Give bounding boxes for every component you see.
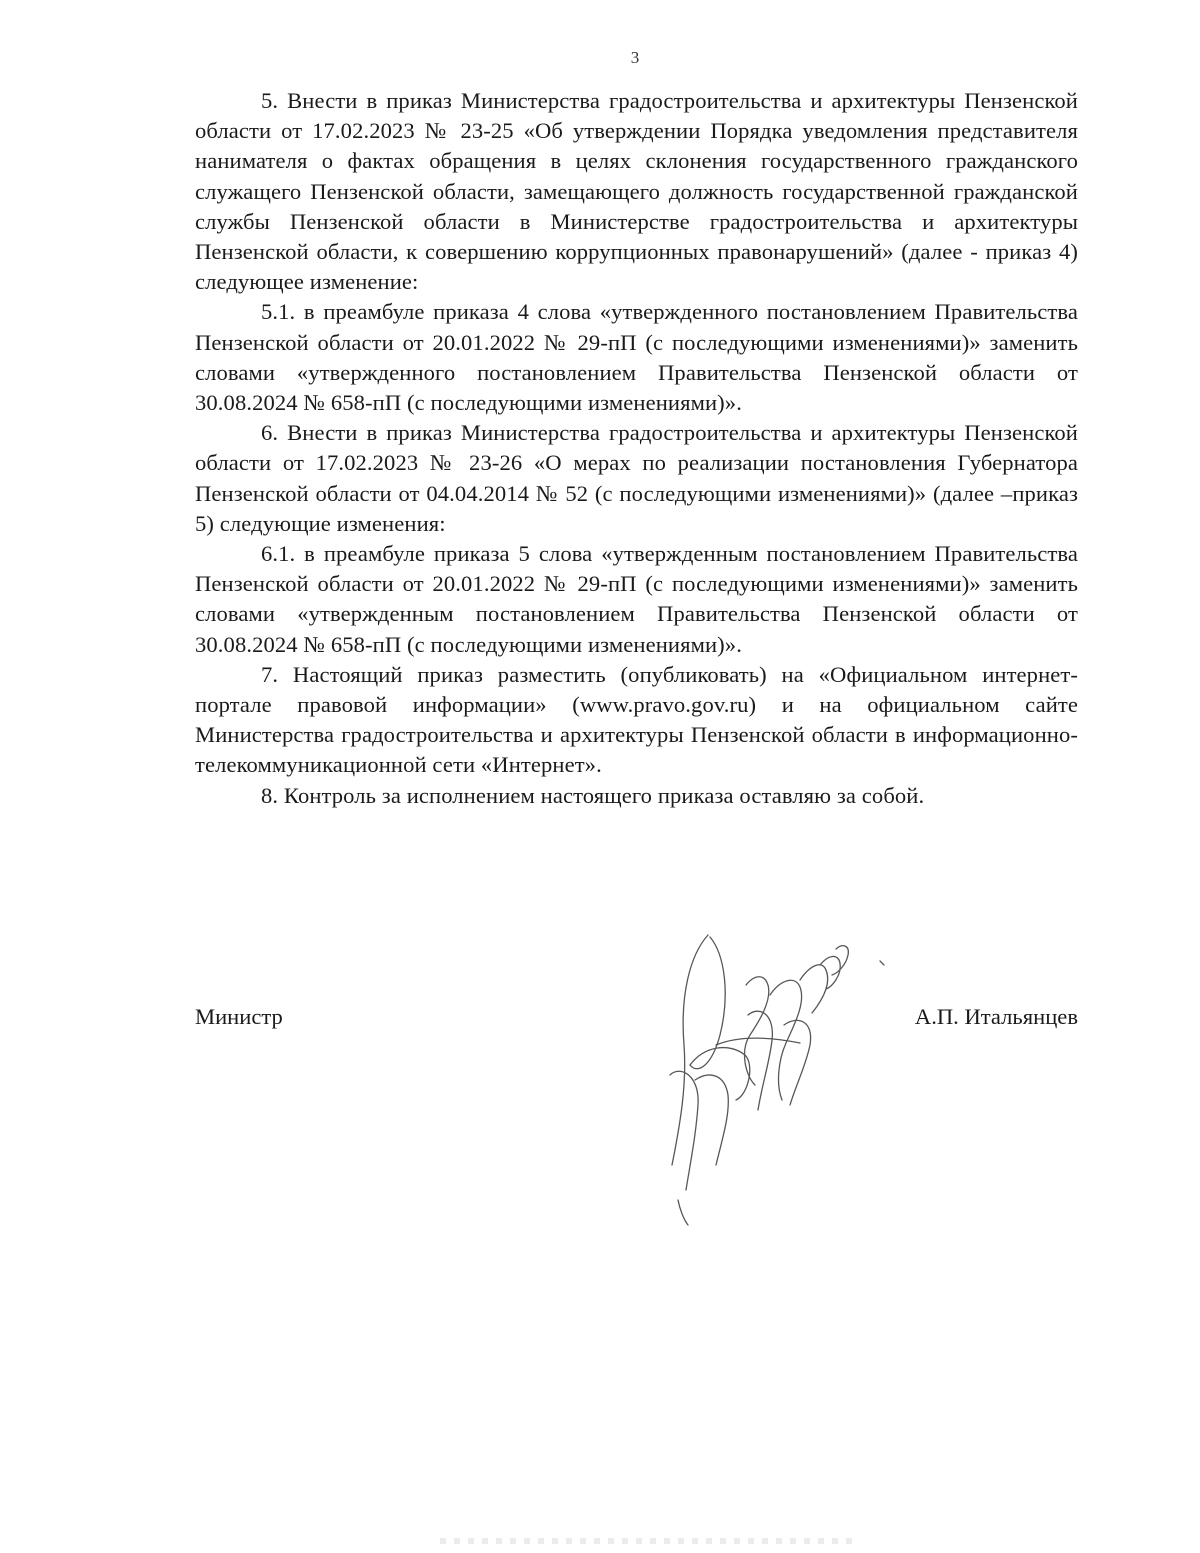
signature-block <box>195 1004 1078 1044</box>
paragraph-5-1: 5.1. в преамбуле приказа 4 слова «утвержденного постановлением Правительства Пензенской области от 20.01.2022 № 29-пП (с последующими изменениями)» заменить словами «утвержденного постановлением Правительства Пензенской области от 30.08.2024 № 658-пП (с последующими изменениями)». <box>195 299 1078 416</box>
paragraph-6-1: 6.1. в преамбуле приказа 5 слова «утвержденным постановлением Правительства Пензенской области от 20.01.2022 № 29-пП (с последующими изменениями)» заменить словами «утвержденным постановлением Правительства Пензенской области от 30.08.2024 № 658-пП (с последующими изменениями)». <box>195 541 1078 657</box>
paragraph-8: 8. Контроль за исполнением настоящего приказа оставляю за собой. <box>261 782 925 808</box>
scan-artifact <box>440 1538 860 1544</box>
paragraph-7: 7. Настоящий приказ разместить (опубликовать) на «Официальном интернет-портале правовой информации» (www.pravo.gov.ru) и на официальном сайте Министерства градостроительства и архитектуры Пензенской области в информационно-телекоммуникационной сети «Интернет». <box>195 661 1078 778</box>
signatory-name: А.П. Итальянцев <box>914 1004 1078 1029</box>
handwritten-signature <box>650 925 890 1235</box>
paragraph-6: 6. Внести в приказ Министерства градостроительства и архитектуры Пензенской области от 17.02.2023 № 23-26 «О мерах по реализации постановления Губернатора Пензенской области от 04.04.2014 № 52 (с последующими изменениями)» (далее –приказ 5) следующие изменения: <box>195 420 1078 536</box>
signatory-title: Министр <box>195 1004 283 1029</box>
paragraph-5: 5. Внести в приказ Министерства градостроительства и архитектуры Пензенской области от 17.02.2023 № 23-25 «Об утверждении Порядка уведомления представителя нанимателя о фактах обращения в целях склонения государственного гражданского служащего Пензенской области, замещающего должность государственной гражданской службы Пензенской области в Министерстве градостроительства и архитектуры Пензенской области, к совершению коррупционных правонарушений» (далее - приказ 4) следующее изменение: <box>195 88 1078 295</box>
page-number: 3 <box>630 48 640 67</box>
document-body <box>195 86 1078 811</box>
